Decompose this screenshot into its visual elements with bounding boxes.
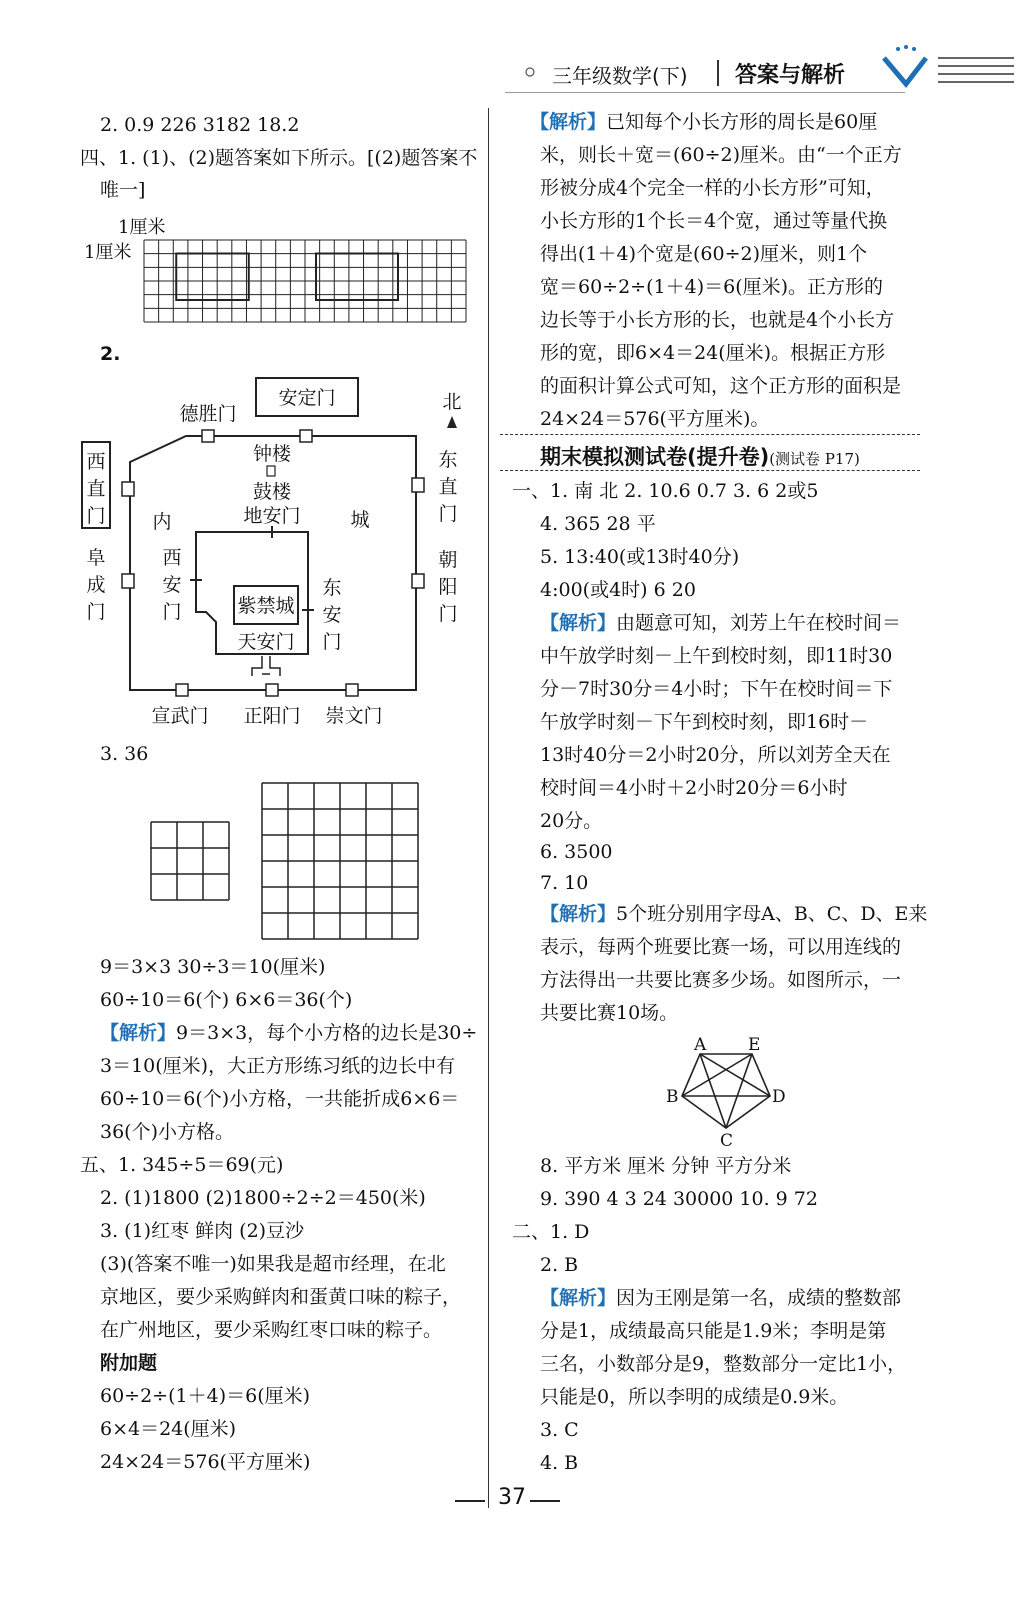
map-deshengmen: 德胜门 bbox=[179, 403, 237, 425]
part-1-q6: 6. 3500 bbox=[540, 841, 613, 863]
section-4-q1: 四、1. (1)、(2)题答案如下所示。[(2)题答案不 bbox=[80, 147, 478, 169]
analysis-2-line-7: 边长等于小长方形的长，也就是4个小长方 bbox=[540, 309, 895, 331]
map-chaoyangmen bbox=[438, 549, 457, 625]
map-andingmen: 安定门 bbox=[278, 387, 336, 409]
analysis-3-line-2: 中午放学时刻－上午到校时刻，即11时30 bbox=[540, 645, 893, 667]
svg-text:西直门: 西直门 bbox=[86, 451, 106, 527]
analysis-tag: 【解析】 bbox=[100, 1022, 177, 1044]
analysis-3-line-5: 13时40分＝2小时20分，所以刘芳全天在 bbox=[540, 744, 891, 766]
sparkle-icon bbox=[515, 62, 545, 82]
part-2-q3: 3. C bbox=[540, 1419, 579, 1441]
svg-text:东直门: 东直门 bbox=[438, 449, 458, 525]
analysis-1-line-4: 36(个)小方格。 bbox=[100, 1121, 235, 1143]
vertex-c: C bbox=[720, 1131, 734, 1148]
book-logo-icon bbox=[876, 44, 1016, 90]
centimeter-grid bbox=[140, 238, 470, 326]
section-5-q3-line-2: (3)(答案不唯一)如果我是超市经理，在北 bbox=[100, 1253, 446, 1275]
vertex-b: B bbox=[666, 1087, 679, 1107]
part-1-q5-cont: 4:00(或4时) 6 20 bbox=[540, 579, 696, 601]
calc-line-2: 60÷10＝6(个) 6×6＝36(个) bbox=[100, 989, 353, 1011]
exam-title-main: 期末模拟测试卷(提升卷) bbox=[540, 445, 770, 469]
map-dianmen: 地安门 bbox=[243, 505, 301, 527]
analysis-2-line-5: 得出(1＋4)个宽是(60÷2)厘米，则1个 bbox=[540, 243, 868, 265]
map-dongzhimen bbox=[438, 449, 457, 525]
map-zhonglou: 钟楼 bbox=[252, 443, 292, 465]
part-2-q1: 二、1. D bbox=[512, 1221, 590, 1243]
calc-line-1: 9＝3×3 30÷3＝10(厘米) bbox=[100, 956, 326, 978]
analysis-5-line-1: 【解析】因为王刚是第一名，成绩的整数部 bbox=[540, 1287, 902, 1309]
svg-text:西安门: 西安门 bbox=[162, 547, 182, 623]
analysis-1-line-2: 3＝10(厘米)，大正方形练习纸的边长中有 bbox=[100, 1055, 456, 1077]
analysis-4-line-1: 【解析】5个班分别用字母A、B、C、D、E来 bbox=[540, 903, 928, 925]
analysis-2-line-6: 宽＝60÷2÷(1＋4)＝6(厘米)。正方形的 bbox=[540, 276, 884, 298]
analysis-2-line-4: 小长方形的1个长＝4个宽，通过等量代换 bbox=[540, 210, 888, 232]
beijing-gate-map bbox=[76, 372, 488, 732]
header-section: 答案与解析 bbox=[735, 63, 846, 88]
analysis-2-line-8: 形的宽，即6×4＝24(厘米)。根据正方形 bbox=[540, 342, 886, 364]
analysis-2-line-2: 米，则长＋宽＝(60÷2)厘米。由“一个正方 bbox=[540, 144, 902, 166]
footer-dash-right bbox=[530, 1500, 560, 1502]
footer-dash-left bbox=[455, 1500, 485, 1502]
grid-label-left: 1厘米 bbox=[84, 242, 132, 263]
map-cheng: 城 bbox=[350, 509, 370, 531]
bonus-line-3: 24×24＝576(平方厘米) bbox=[100, 1451, 311, 1473]
grid-label-top: 1厘米 bbox=[118, 217, 166, 238]
analysis-2-line-9: 的面积计算公式可知，这个正方形的面积是 bbox=[540, 375, 902, 397]
vertex-d: D bbox=[772, 1087, 786, 1107]
map-xianmen bbox=[162, 547, 181, 623]
part-2-q2: 2. B bbox=[540, 1254, 579, 1276]
map-north: 北 bbox=[442, 391, 462, 413]
analysis-5-line-3: 三名，小数部分是9，整数部分一定比1小， bbox=[540, 1353, 907, 1375]
part-1-q1-3: 一、1. 南 北 2. 10.6 0.7 3. 6 2或5 bbox=[512, 480, 819, 502]
bonus-line-1: 60÷2÷(1＋4)＝6(厘米) bbox=[100, 1385, 311, 1407]
section-5-q3: 3. (1)红枣 鲜肉 (2)豆沙 bbox=[100, 1220, 305, 1242]
map-gulou: 鼓楼 bbox=[252, 481, 292, 503]
analysis-4-line-3: 方法得出一共要比赛多少场。如图所示，一 bbox=[540, 969, 902, 991]
analysis-1-line-3: 60÷10＝6(个)小方格，一共能折成6×6＝ bbox=[100, 1088, 460, 1110]
exam-title bbox=[540, 441, 860, 471]
analysis-5-line-2: 分是1，成绩最高只能是1.9米；李明是第 bbox=[540, 1320, 887, 1342]
north-arrow-icon bbox=[447, 416, 457, 428]
section-5-q3-line-3: 京地区，要少采购鲜肉和蛋黄口味的粽子， bbox=[100, 1286, 462, 1308]
svg-text:阜成门: 阜成门 bbox=[86, 547, 106, 623]
map-tiananmen: 天安门 bbox=[237, 631, 295, 653]
answer-2: 2. 0.9 226 3182 18.2 bbox=[100, 114, 300, 136]
section-5-q3-line-4: 在广州地区，要少采购红枣口味的粽子。 bbox=[100, 1319, 443, 1341]
section-4-q1-cont: 唯一] bbox=[100, 179, 146, 201]
map-nei: 内 bbox=[152, 511, 172, 533]
map-zhengyangmen: 正阳门 bbox=[243, 705, 301, 727]
analysis-3-line-4: 午放学时刻－下午到校时刻，即16时－ bbox=[540, 711, 869, 733]
title-rule-top bbox=[500, 434, 920, 435]
map-zijincheng: 紫禁城 bbox=[237, 595, 295, 617]
header-book-title: 三年级数学(下) bbox=[552, 64, 688, 88]
part-1-q9-10: 9. 390 4 3 24 30000 10. 9 72 bbox=[540, 1188, 818, 1210]
page-number: 37 bbox=[498, 1485, 526, 1510]
part-2-q4: 4. B bbox=[540, 1452, 579, 1474]
analysis-tag: 【解析】 bbox=[530, 111, 607, 133]
part-1-q8: 8. 平方米 厘米 分钟 平方分米 bbox=[540, 1155, 792, 1177]
analysis-3-line-7: 20分。 bbox=[540, 810, 603, 832]
analysis-4-line-4: 共要比赛10场。 bbox=[540, 1002, 679, 1024]
analysis-2-line-3: 形被分成4个完全一样的小长方形”可知， bbox=[540, 177, 885, 199]
exam-title-ref: (测试卷 P17) bbox=[769, 450, 860, 468]
analysis-4-line-2: 表示，每两个班要比赛一场，可以用连线的 bbox=[540, 936, 902, 958]
analysis-5-line-4: 只能是0，所以李明的成绩是0.9米。 bbox=[540, 1386, 849, 1408]
map-xizhimen bbox=[86, 451, 105, 527]
vertex-a: A bbox=[694, 1036, 707, 1055]
part-1-q4: 4. 365 28 平 bbox=[540, 513, 656, 535]
map-fuchengmen bbox=[86, 547, 105, 623]
analysis-3-line-1: 【解析】由题意可知，刘芳上午在校时间＝ bbox=[540, 612, 902, 634]
section-4-q3: 3. 36 bbox=[100, 743, 149, 765]
part-1-q7: 7. 10 bbox=[540, 872, 589, 894]
vertex-e: E bbox=[748, 1036, 761, 1055]
pentagon-match-diagram bbox=[656, 1036, 796, 1148]
title-rule-bottom bbox=[500, 470, 920, 471]
section-5-q2: 2. (1)1800 (2)1800÷2÷2＝450(米) bbox=[100, 1187, 426, 1209]
part-1-q5: 5. 13:40(或13时40分) bbox=[540, 546, 740, 568]
analysis-3-line-3: 分－7时30分＝4小时；下午在校时间＝下 bbox=[540, 678, 893, 700]
map-donganmen bbox=[322, 577, 341, 653]
bonus-line-2: 6×4＝24(厘米) bbox=[100, 1418, 237, 1440]
map-chongwenmen: 崇文门 bbox=[325, 705, 383, 727]
bonus-heading: 附加题 bbox=[100, 1352, 158, 1374]
analysis-2-line-1: 【解析】已知每个小长方形的周长是60厘 bbox=[530, 111, 878, 133]
analysis-3-line-6: 校时间＝4小时＋2小时20分＝6小时 bbox=[540, 777, 848, 799]
section-4-q2: 2. bbox=[100, 343, 121, 365]
svg-text:东安门: 东安门 bbox=[322, 577, 342, 653]
column-divider bbox=[488, 108, 489, 1508]
section-5-q1: 五、1. 345÷5＝69(元) bbox=[80, 1154, 284, 1176]
header-divider bbox=[717, 60, 719, 86]
analysis-1-line-1: 【解析】9＝3×3，每个小方格的边长是30÷ bbox=[100, 1022, 478, 1044]
folding-squares-figure bbox=[148, 780, 428, 940]
svg-text:朝阳门: 朝阳门 bbox=[438, 549, 458, 625]
header-rule bbox=[505, 92, 905, 93]
map-xuanwumen: 宣武门 bbox=[151, 705, 209, 727]
analysis-2-line-10: 24×24＝576(平方厘米)。 bbox=[540, 408, 770, 430]
